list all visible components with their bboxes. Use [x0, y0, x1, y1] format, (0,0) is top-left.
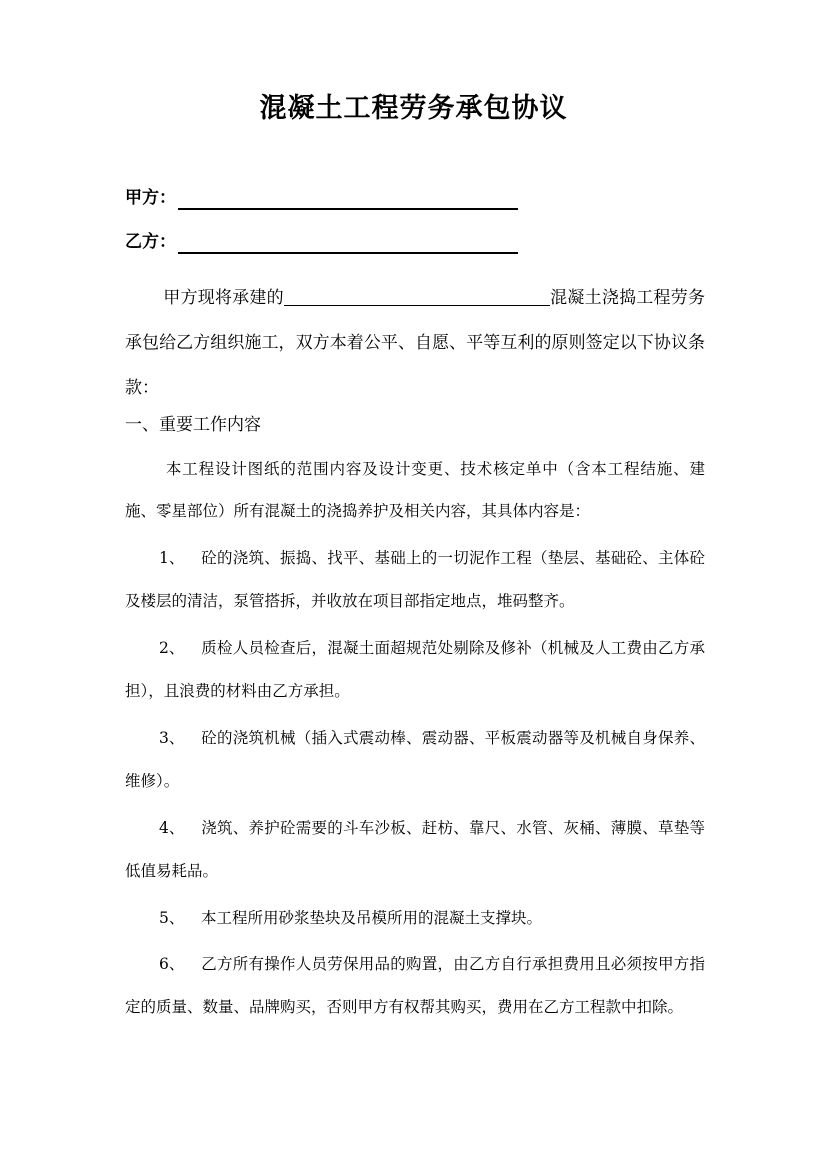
intro-text-part1: 甲方现将承建的	[163, 288, 284, 308]
section-paragraph	[125, 448, 705, 532]
list-item	[125, 717, 705, 803]
list-item	[125, 943, 705, 1029]
intro-paragraph	[125, 276, 705, 411]
party-a-label: 甲方：	[125, 188, 176, 208]
list-item-number: 1、	[159, 549, 185, 567]
list-item-text: 乙方所有操作人员劳保用品的购置，由乙方自行承担费用且必须按甲方指定的质量、数量、品牌购买，否则甲方有权帮其购买，费用在乙方工程款中扣除。	[125, 955, 705, 1016]
list-item-text: 本工程所用砂浆垫块及吊模所用的混凝土支撑块。	[201, 909, 543, 927]
party-b-row	[125, 230, 518, 254]
section-heading: 一、重要工作内容	[125, 415, 261, 435]
intro-text-part2: 混凝土浇捣工程劳务承包给乙方组织施工，双方本着公平、自愿、平等互利的原则签定以下协议条款：	[125, 288, 706, 398]
list-item-number: 5、	[159, 909, 185, 927]
list-item-number: 2、	[159, 639, 185, 657]
list-item-text: 砼的浇筑机械（插入式震动棒、震动器、平板震动器等及机械自身保养、维修）。	[125, 729, 705, 790]
list-item-number: 3、	[159, 729, 185, 747]
party-b-blank-line	[178, 232, 518, 254]
party-a-blank-line	[178, 188, 518, 210]
list-item-number: 4、	[159, 819, 185, 837]
party-a-row	[125, 186, 518, 210]
project-name-blank	[284, 285, 550, 306]
list-item	[125, 807, 705, 893]
list-item	[125, 897, 705, 940]
list-item	[125, 627, 705, 713]
section-paragraph-text: 本工程设计图纸的范围内容及设计变更、技术核定单中（含本工程结施、建施、零星部位）所有混凝土的浇捣养护及相关内容，其具体内容是：	[125, 460, 705, 520]
list-item	[125, 537, 705, 623]
list-item-text: 浇筑、养护砼需要的斗车沙板、赶枋、靠尺、水管、灰桶、薄膜、草垫等低值易耗品。	[125, 819, 705, 880]
list-item-text: 质检人员检查后，混凝土面超规范处剔除及修补（机械及人工费由乙方承担），且浪费的材料由乙方承担。	[125, 639, 705, 700]
list-item-text: 砼的浇筑、振捣、找平、基础上的一切泥作工程（垫层、基础砼、主体砼及楼层的清洁，泵管搭拆，并收放在项目部指定地点，堆码整齐。	[125, 549, 705, 610]
document-title: 混凝土工程劳务承包协议	[259, 93, 568, 124]
list-item-number: 6、	[159, 955, 185, 973]
party-b-label: 乙方：	[125, 232, 176, 252]
